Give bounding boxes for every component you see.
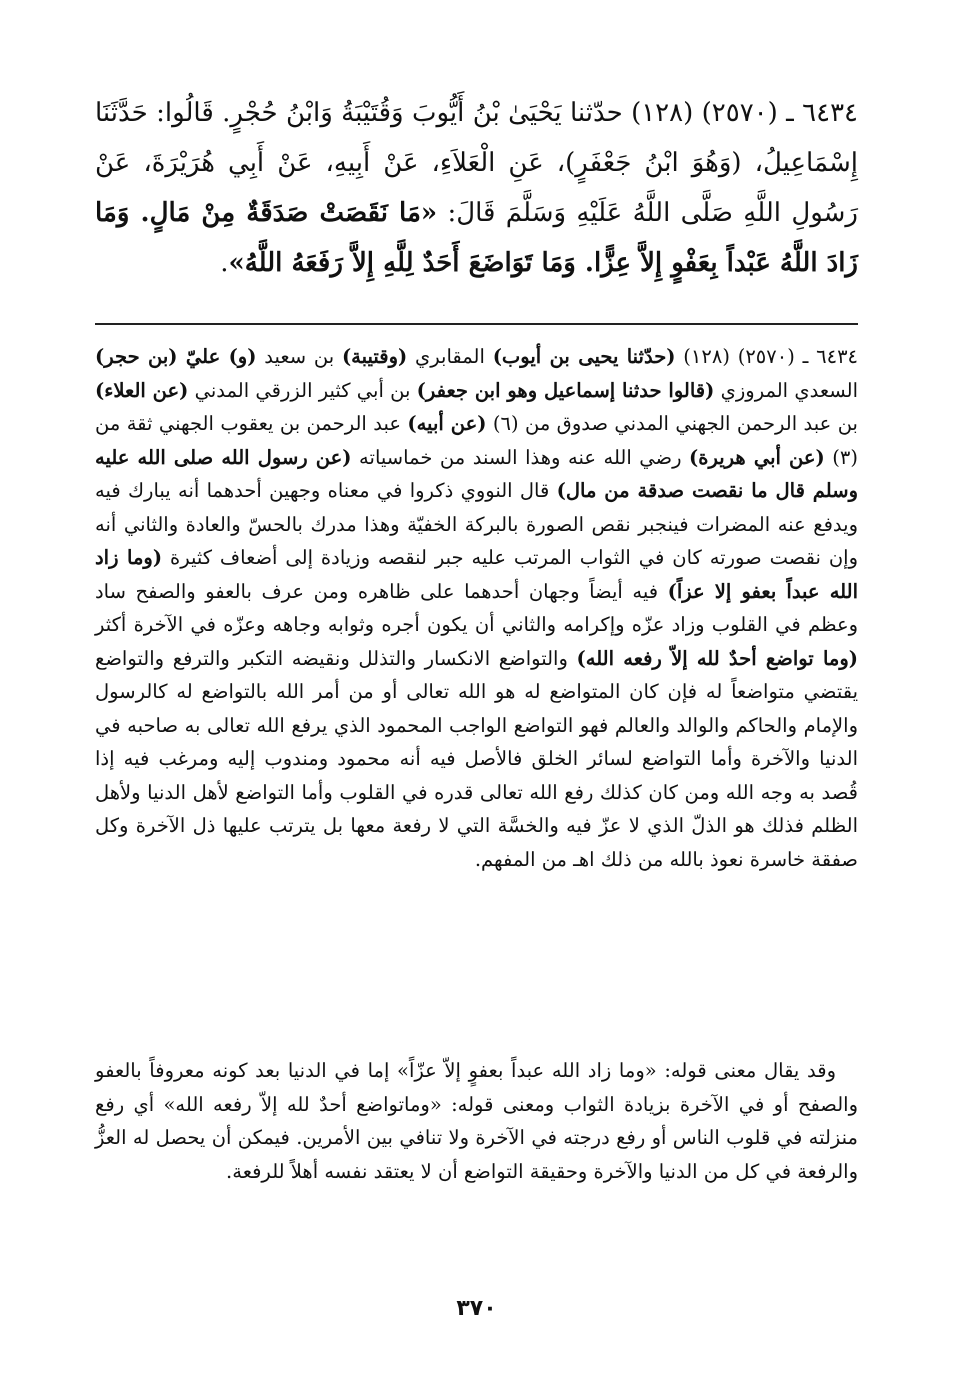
commentary-bold: (عن أبي هريرة) [689,445,825,469]
closing-paragraph: وقد يقال معنى قوله: «وما زاد الله عبداً بعفوٍ إلاّ عزّاً» إما في الدنيا بعد كونه معروفاً بالعفو والصفح أو في الآخرة بزيادة الثواب ومعنى قوله: «وماتواضع أحدٌ لله إلاّ رفعه الله» أي رفع منزلته في قلوب الناس أو رفع درجته في الآخرة ولا تنافي بين الأمرين. فيمكن أن يحصل له العزُّ والرفعة في كل من الدنيا والآخرة وحقيقة التواضع أن لا يعتقد نفسه أهلاً للرفعة. [95,1059,858,1183]
commentary-bold: (و) عليّ (بن حجر) [95,345,257,368]
commentary-bold: (وما تواضع أحدٌ لله إلاّ رفعه الله) [576,646,858,670]
hadith-isnad: ٦٤٣٤ ـ (٢٥٧٠) (١٢٨) حدّثنا يَحْيَىٰ بْنُ أَيُّوبَ وَقُتَيْبَةُ وَابْنُ حُجْرٍ. قَالُوا: حَدَّثَنَا إِسْمَاعِيلُ، (وَهُوَ ابْنُ جَعْفَرٍ)، عَنِ الْعَلاَءِ، عَنْ أَبِيهِ، عَنْ أَبِي هُرَيْرَةَ، عَنْ رَسُولِ اللَّهِ صَلَّى اللَّهُ عَلَيْهِ وَسَلَّمَ قَالَ: [95,98,858,228]
commentary-bold: (وما زاد الله عبداً بعفو إلا عزاً) [95,546,858,603]
commentary-text: بن عبد الرحمن الجهني المدني صدوق من (٦) [486,412,858,435]
commentary-bold: (حدّثنا يحيى بن أيوب) [492,345,676,368]
hadith-matn: «مَا نَقَصَتْ صَدَقَةٌ مِنْ مَالٍ. وَمَا زَادَ اللَّهُ عَبْداً بِعَفْوٍ إِلاَّ عِزًّا. وَمَا تَوَاضَعَ أَحَدٌ لِلَّهِ إِلاَّ رَفَعَهُ اللَّهُ» [95,198,858,278]
commentary-bold: (عن العلاء) [95,378,189,402]
commentary-text: رضي الله عنه وهذا السند من خماسياته [351,445,690,469]
page-number: ٣٧٠ [456,1296,497,1321]
commentary-bold: (وقتيبة) [341,345,408,368]
book-page [95,88,858,1348]
commentary-paragraph [95,340,858,876]
hadith-end: . [220,248,229,278]
commentary-text: بن سعيد [256,345,342,368]
commentary-text: المقابري [407,345,493,368]
footnote-separator [95,323,858,325]
commentary-text: فيه أيضاً وجهان أحدهما على ظاهره ومن عرف بالعفو والصفح ساد وعظم في القلوب وزاد عزّه وإكرامه والثاني أن يكون أجره وثوابه وجاهه وعزّه في الآخرة أكثر [95,579,858,636]
commentary-text: قال النووي ذكروا في معناه وجهين أحدهما أنه يبارك فيه ويدفع عنه المضرات فينجبر نقص الصورة بالبركة الخفيّة وهذا مدرك بالحسّ والعادة والثاني أنه وإن نقصت صورته كان في الثواب المرتب عليه جبر لنقصه وزيادة إلى أضعاف كثيرة [95,479,858,569]
commentary-text: عبد الرحمن بن يعقوب الجهني ثقة من (٣) [95,412,858,469]
commentary-text: بن أبي كثير الزرقي المدني [188,378,417,402]
commentary-text: والتواضع الانكسار والتذلل ونقيضه التكبر والترفع والتواضع يقتضي متواضعاً له فإن كان المتواضع له هو الله تعالى أو من أمر الله بالتواضع له كالرسول والإمام والحاكم والوالد والعالم فهو التواضع الواجب المحمود الذي يرفع الله تعالى به صاحبه في الدنيا والآخرة وأما التواضع لسائر الخلق فالأصل فيه أنه محمود ومندوب إليه ومرغب فيه إذا قُصد به وجه الله ومن كان كذلك رفع الله تعالى قدره في القلوب وأما التواضع لأهل الدنيا ولأهل الظلم فذلك هو الذلّ الذي لا عزّ فيه والخسَّة التي لا رفعة معها بل يترتب عليها ذل الآخرة وكل صفقة خاسرة نعوذ بالله من ذلك اهـ من المفهم. [95,646,858,871]
commentary-bold: (قالوا حدثنا إسماعيل وهو ابن جعفر) [416,378,715,402]
commentary-bold: (عن أبيه) [407,412,487,435]
commentary-text: ٦٤٣٤ ـ (٢٥٧٠) (١٢٨) [675,345,859,368]
hadith-text [95,88,858,288]
commentary-text: السعدي المروزي [714,378,859,402]
commentary-bold: (عن رسول الله صلى الله عليه وسلم قال ما نقصت صدقة من مال) [95,445,858,502]
